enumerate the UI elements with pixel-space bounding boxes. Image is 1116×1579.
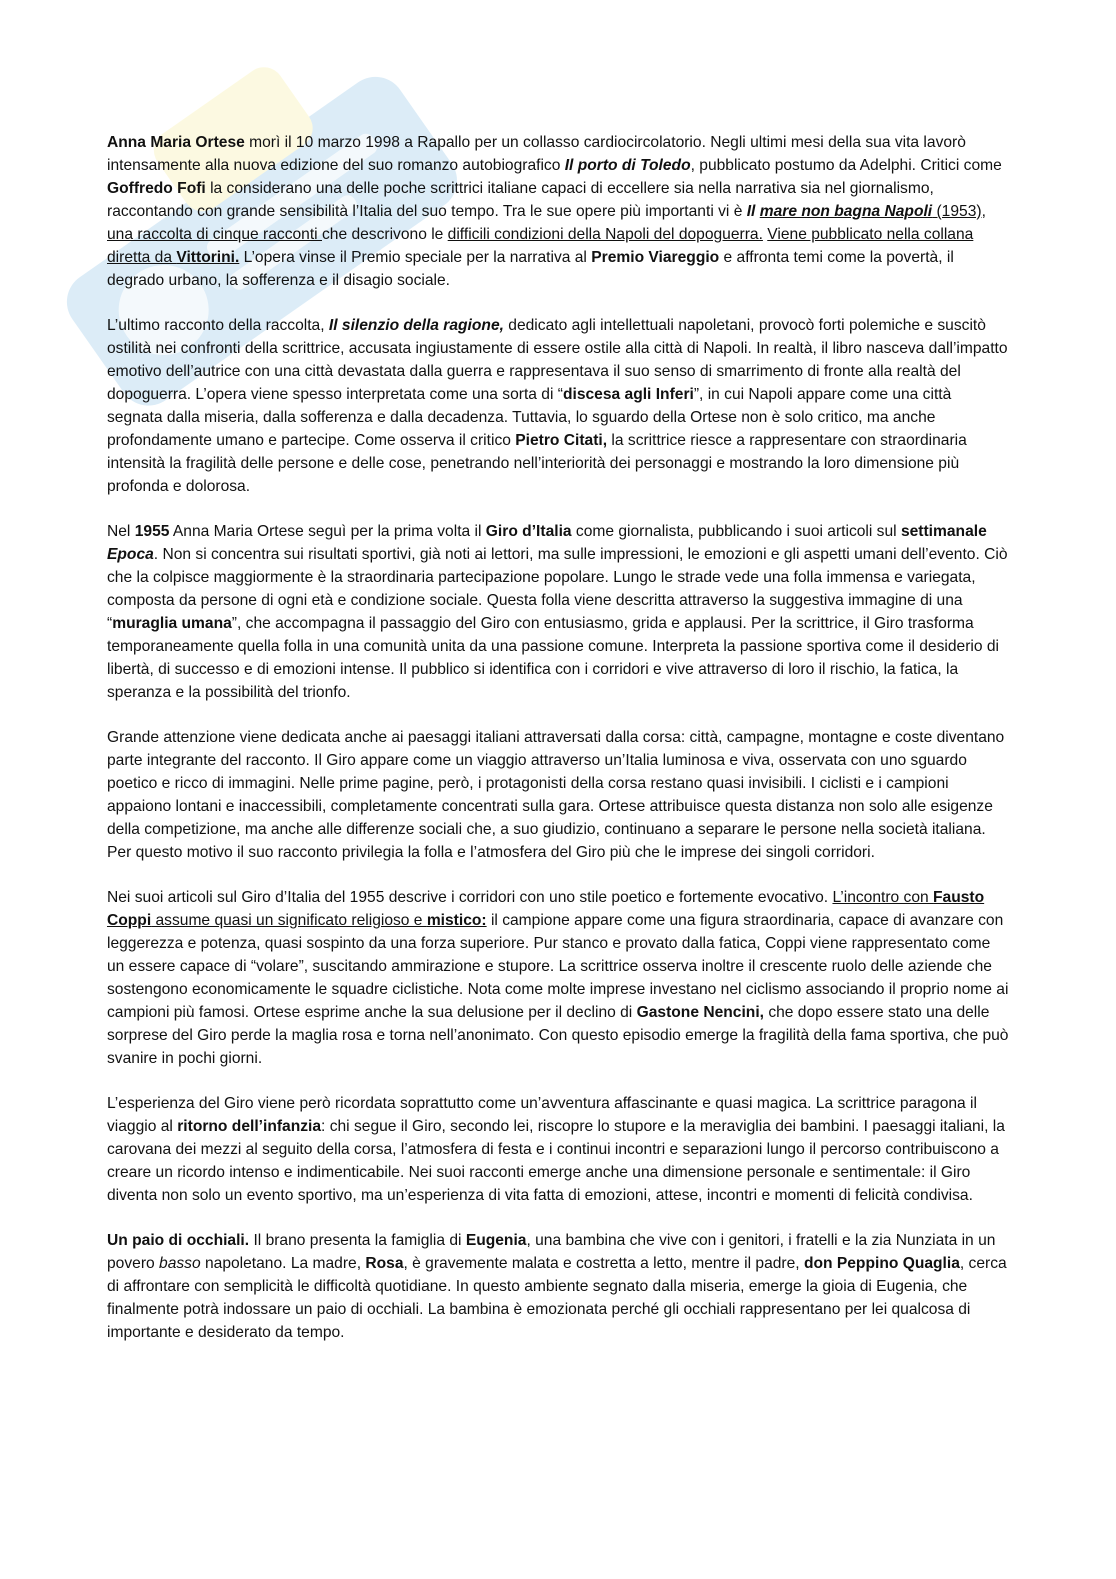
text-run: Anna Maria Ortese seguì per la prima volta il [169,523,486,540]
text-run: ”, in cui Napoli appare come una città segnata dalla miseria, dalla sofferenza e dalla decadenza. Tuttavia, lo sguardo della Ortese non è solo critico, ma anche profondamente umano e partecipe. Come osserva il critico [107,386,952,449]
text-run: dedicato agli intellettuali napoletani, provocò forti polemiche e suscitò ostilità nei confronti della scrittrice, accusata ingiustamente di essere ostile alla città di Napoli. In realtà, il libro nasceva dall’impatto emotivo dell’autrice con una città devastata dalla guerra e rappresentava il suo senso di smarrimento di fronte alla realtà del dopoguerra. L’opera viene spesso interpretata come una sorta di “ [107,317,1008,403]
paragraph-3 [107,520,1009,704]
text-run: Goffredo Fofi [107,180,206,197]
text-run: come giornalista, pubblicando i suoi articoli sul [571,523,901,540]
text-run: (1953), una raccolta di cinque racconti [107,203,986,243]
text-run: L’esperienza del Giro viene però ricordata soprattutto come un’avventura affascinante e quasi magica. La scrittrice paragona il viaggio al [107,1095,977,1135]
text-run: difficili condizioni della Napoli del dopoguerra. [447,226,763,243]
text-run: morì il 10 marzo 1998 a Rapallo per un collasso cardiocircolatorio. Negli ultimi mesi della sua vita lavorò intensamente alla nuova edizione del suo romanzo autobiografico [107,134,966,174]
text-run: , pubblicato postumo da Adelphi. Critici come [690,157,1002,174]
text-run: muraglia umana [112,615,232,632]
text-run: la considerano una delle poche scrittrici italiane capaci di eccellere sia nella narrativa sia nel giornalismo, raccontando con grande sensibilità l’Italia del suo tempo. Tra le sue opere più importanti vi è [107,180,934,220]
text-run: Gastone Nencini, [636,1004,764,1021]
text-run: 1955 [134,523,170,540]
paragraph-6 [107,1092,1009,1207]
text-run: assume quasi un significato religioso e [151,912,427,929]
text-run: : chi segue il Giro, secondo lei, riscopre lo stupore e la meraviglia dei bambini. I paesaggi italiani, la carovana dei mezzi al seguito della corsa, l’atmosfera di festa e i continui incontri e separazioni lungo il percorso contribuiscono a creare un ricordo intenso e indimenticabile. Nei suoi racconti emerge anche una dimensione personale e sentimentale: il Giro diventa non solo un evento sportivo, ma un’esperienza di vita fatta di emozioni, attese, incontri e momenti di felicità condivisa. [107,1118,1005,1204]
text-run: Nel [107,523,135,540]
text-run: Fausto Coppi [107,889,985,929]
text-run: che dopo essere stato una delle sorprese del Giro perde la maglia rosa e torna nell’anonimato. Con questo episodio emerge la fragilità della fama sportiva, che può svanire in pochi giorni. [107,1004,1009,1067]
text-run: , una bambina che vive con i genitori, i fratelli e la zia Nunziata in un povero [107,1232,996,1272]
text-run: Anna Maria Ortese [107,134,245,151]
text-run: Il [746,203,760,220]
paragraph-1 [107,131,1009,292]
paragraph-2 [107,314,1009,498]
text-run: il campione appare come una figura straordinaria, capace di avanzare con leggerezza e potenza, quasi sospinto da una forza superiore. Pur stanco e provato dalla fatica, Coppi viene rappresentato come un essere capace di “volare”, suscitando ammirazione e stupore. La scrittrice osserva inoltre il crescente ruolo delle aziende che sostengono economicamente le squadre ciclistiche. Nota come molte imprese investano nel ciclismo associando il proprio nome ai campioni più famosi. Ortese esprime anche la sua delusione per il declino di [107,912,1009,1021]
text-run: L’ultimo racconto della raccolta, [107,317,329,334]
text-run: Il silenzio della ragione, [328,317,504,334]
text-run: Nei suoi articoli sul Giro d’Italia del 1955 descrive i corridori con uno stile poetico e fortemente evocativo. [107,889,833,906]
text-run: Il porto di Toledo [564,157,691,174]
text-run: mare non bagna Napoli [759,203,933,220]
text-run: e affronta temi come la povertà, il degrado urbano, la sofferenza e il disagio sociale. [107,249,954,289]
text-run: Viene pubblicato nella collana diretta da [107,226,974,266]
text-run: L’incontro con [832,889,934,906]
text-run: , cerca di affrontare con semplicità le difficoltà quotidiane. In questo ambiente segnato dalla miseria, emerge la gioia di Eugenia, che finalmente potrà indossare un paio di occhiali. La bambina è emozionata perché gli occhiali rappresentano per lei qualcosa di importante e desiderato da tempo. [107,1255,1007,1341]
text-run: Pietro Citati, [515,432,608,449]
paragraph-7 [107,1229,1009,1344]
paragraph-5 [107,886,1009,1070]
text-run: Vittorini. [176,249,240,266]
text-run: la scrittrice riesce a rappresentare con straordinaria intensità la fragilità delle persone e delle cose, penetrando nell’interiorità dei personaggi e mostrando la loro dimensione più profonda e dolorosa. [107,432,967,495]
text-run: settimanale [900,523,987,540]
text-run: Grande attenzione viene dedicata anche ai paesaggi italiani attraversati dalla corsa: città, campagne, montagne e coste diventano parte integrante del racconto. Il Giro appare come un viaggio attraverso un’Italia luminosa e viva, osservata con uno sguardo poetico e ricco di immagini. Nelle prime pagine, però, i protagonisti della corsa restano quasi invisibili. I ciclisti e i campioni appaiono lontani e inaccessibili, completamente concentrati sulla gara. Ortese attribuisce questa distanza non solo alle esigenze della competizione, ma anche alle differenze sociali che, a suo giudizio, continuano a separare le persone nella società italiana. Per questo motivo il suo racconto privilegia la folla e l’atmosfera del Giro più che le imprese dei singoli corridori. [107,729,1005,861]
text-run: Il brano presenta la famiglia di [249,1232,466,1249]
text-run: mistico: [426,912,487,929]
text-run: Rosa [365,1255,404,1272]
text-run: Epoca [107,546,154,563]
text-run: , è gravemente malata e costretta a letto, mentre il padre, [403,1255,804,1272]
text-run: Giro d’Italia [485,523,572,540]
text-run: . Non si concentra sui risultati sportivi, già noti ai lettori, ma sulle impressioni, le emozioni e gli aspetti umani dell’evento. Ciò che la colpisce maggiormente è la straordinaria partecipazione popolare. Lungo le strade vede una folla immensa e variegata, composta da persone di ogni età e condizione sociale. Questa folla viene descritta attraverso la suggestiva immagine di una “ [107,546,1008,632]
document-body [107,131,1009,1366]
text-run: napoletano. La madre, [200,1255,366,1272]
text-run: Un paio di occhiali. [107,1232,250,1249]
text-run: Eugenia [465,1232,527,1249]
text-run: basso [159,1255,201,1272]
paragraph-4 [107,726,1009,864]
text-run: che descrivono le [321,226,448,243]
text-run: Premio Viareggio [591,249,720,266]
text-run: ritorno dell’infanzia [177,1118,322,1135]
text-run: ”, che accompagna il passaggio del Giro con entusiasmo, grida e applausi. Per la scrittrice, il Giro trasforma temporaneamente quella folla in una comunità unita da una passione comune. Interpreta la passione sportiva come il desiderio di libertà, di successo e di emozioni intense. Il pubblico si identifica con i corridori e vive attraverso di loro il rischio, la fatica, la speranza e la possibilità del trionfo. [107,615,999,701]
text-run: L’opera vinse il Premio speciale per la narrativa al [239,249,592,266]
text-run: don Peppino Quaglia [803,1255,960,1272]
text-run: discesa agli Inferi [562,386,694,403]
